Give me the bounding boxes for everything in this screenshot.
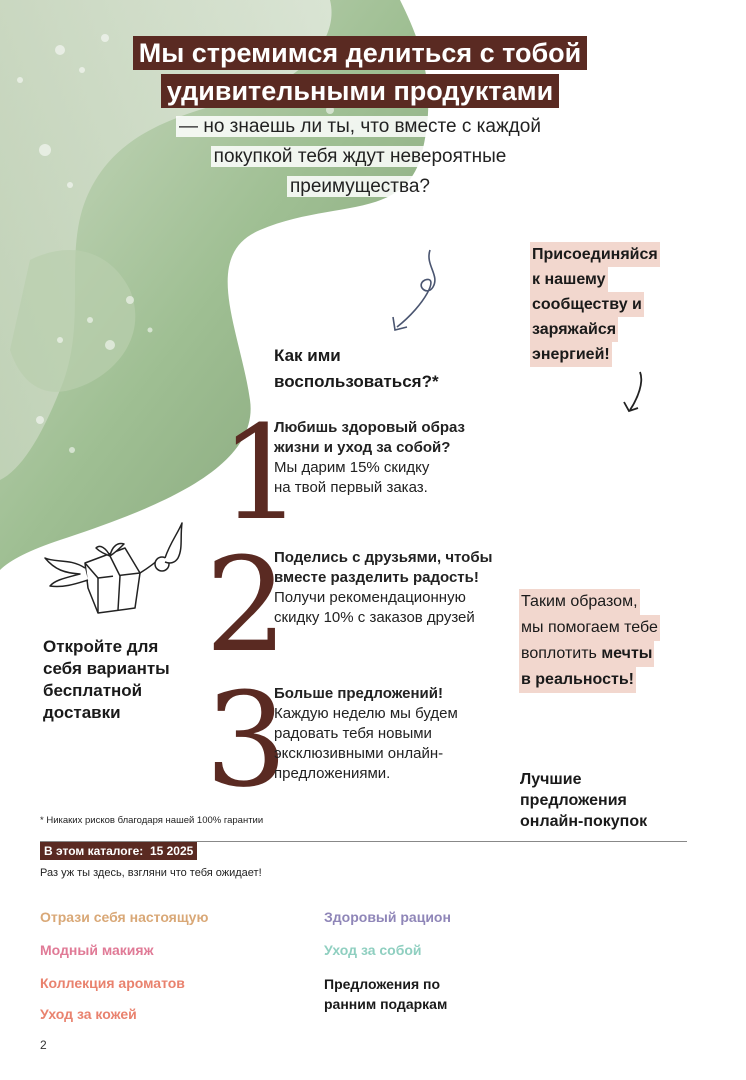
thus-line: Таким образом, bbox=[519, 589, 640, 615]
step-1-text bbox=[274, 418, 465, 498]
curly-arrow-icon bbox=[620, 370, 650, 415]
step-2-body: скидку 10% с заказов друзей bbox=[274, 609, 475, 626]
join-community bbox=[530, 242, 660, 367]
subtitle-line-1: — но знаешь ли ты, что вместе с каждой bbox=[176, 116, 544, 137]
subtitle-line-2: покупкой тебя ждут невероятные bbox=[211, 146, 510, 167]
thus-line: мы помогаем тебе bbox=[519, 615, 660, 641]
best-offers-line: предложения bbox=[520, 792, 627, 809]
step-2-title: вместе разделить радость! bbox=[274, 569, 479, 586]
step-3-title: Больше предложений! bbox=[274, 685, 443, 702]
section-link[interactable]: Коллекция ароматов bbox=[40, 975, 185, 991]
join-line: Присоединяйся bbox=[530, 242, 660, 267]
step-3-text bbox=[274, 684, 458, 784]
step-number-3: 3 bbox=[205, 664, 288, 816]
thus-block bbox=[519, 589, 660, 693]
best-offers-line: онлайн-покупок bbox=[520, 813, 648, 830]
section-link-line: ранним подаркам bbox=[324, 996, 448, 1012]
section-link[interactable] bbox=[324, 974, 447, 1014]
free-delivery-line: доставки bbox=[43, 703, 121, 722]
step-2-title: Поделись с друзьями, чтобы bbox=[274, 549, 493, 566]
step-3-body: радовать тебя новыми bbox=[274, 725, 432, 742]
subtitle-line-3: преимущества? bbox=[287, 176, 433, 197]
step-number-2: 2 bbox=[205, 529, 288, 681]
free-delivery bbox=[43, 636, 170, 724]
how-to-line-1: Как ими bbox=[274, 346, 341, 365]
catalog-label: В этом каталоге: bbox=[44, 844, 144, 858]
thus-line bbox=[519, 641, 654, 667]
section-link[interactable]: Уход за собой bbox=[324, 942, 422, 958]
how-to-line-2: воспользоваться?* bbox=[274, 372, 439, 391]
step-number-1: 1 bbox=[220, 397, 303, 549]
flying-gift-icon bbox=[40, 518, 185, 618]
subtitle bbox=[160, 112, 560, 202]
footnote: * Никаких рисков благодаря нашей 100% гарантии bbox=[40, 815, 264, 826]
free-delivery-line: бесплатной bbox=[43, 681, 143, 700]
join-line: сообществу и bbox=[530, 292, 644, 317]
catalog-badge bbox=[40, 842, 197, 860]
catalog-intro: Раз уж ты здесь, взгляни что тебя ожидает! bbox=[40, 867, 262, 879]
step-2-text bbox=[274, 548, 492, 628]
section-link[interactable]: Отрази себя настоящую bbox=[40, 909, 209, 925]
free-delivery-line: себя варианты bbox=[43, 659, 170, 678]
section-link[interactable]: Модный макияж bbox=[40, 942, 154, 958]
how-to-title bbox=[274, 343, 439, 395]
step-1-title: Любишь здоровый образ bbox=[274, 419, 465, 436]
thus-line-text: воплотить bbox=[521, 645, 602, 662]
page-number: 2 bbox=[40, 1038, 47, 1052]
curly-arrow-icon bbox=[385, 245, 455, 335]
step-1-body: на твой первый заказ. bbox=[274, 479, 428, 496]
section-link[interactable]: Уход за кожей bbox=[40, 1006, 137, 1022]
step-1-title: жизни и уход за собой? bbox=[274, 439, 451, 456]
section-link[interactable]: Здоровый рацион bbox=[324, 909, 451, 925]
free-delivery-line: Откройте для bbox=[43, 637, 159, 656]
step-3-body: эксклюзивными онлайн- bbox=[274, 745, 444, 762]
join-line: энергией! bbox=[530, 342, 612, 367]
catalog-number: 15 2025 bbox=[149, 844, 194, 858]
step-1-body: Мы дарим 15% скидку bbox=[274, 459, 430, 476]
best-offers bbox=[520, 769, 647, 832]
best-offers-line: Лучшие bbox=[520, 771, 582, 788]
section-link-line: Предложения по bbox=[324, 976, 441, 992]
join-line: к нашему bbox=[530, 267, 608, 292]
step-2-body: Получи рекомендационную bbox=[274, 589, 466, 606]
join-line: заряжайся bbox=[530, 317, 618, 342]
headline bbox=[120, 36, 600, 112]
thus-dreams: мечты bbox=[601, 645, 653, 662]
step-3-body: предложениями. bbox=[274, 765, 391, 782]
headline-line-1: Мы стремимся делиться с тобой bbox=[133, 36, 588, 70]
step-3-body: Каждую неделю мы будем bbox=[274, 705, 458, 722]
thus-line: в реальность! bbox=[519, 667, 636, 693]
headline-line-2: удивительными продуктами bbox=[161, 74, 559, 108]
